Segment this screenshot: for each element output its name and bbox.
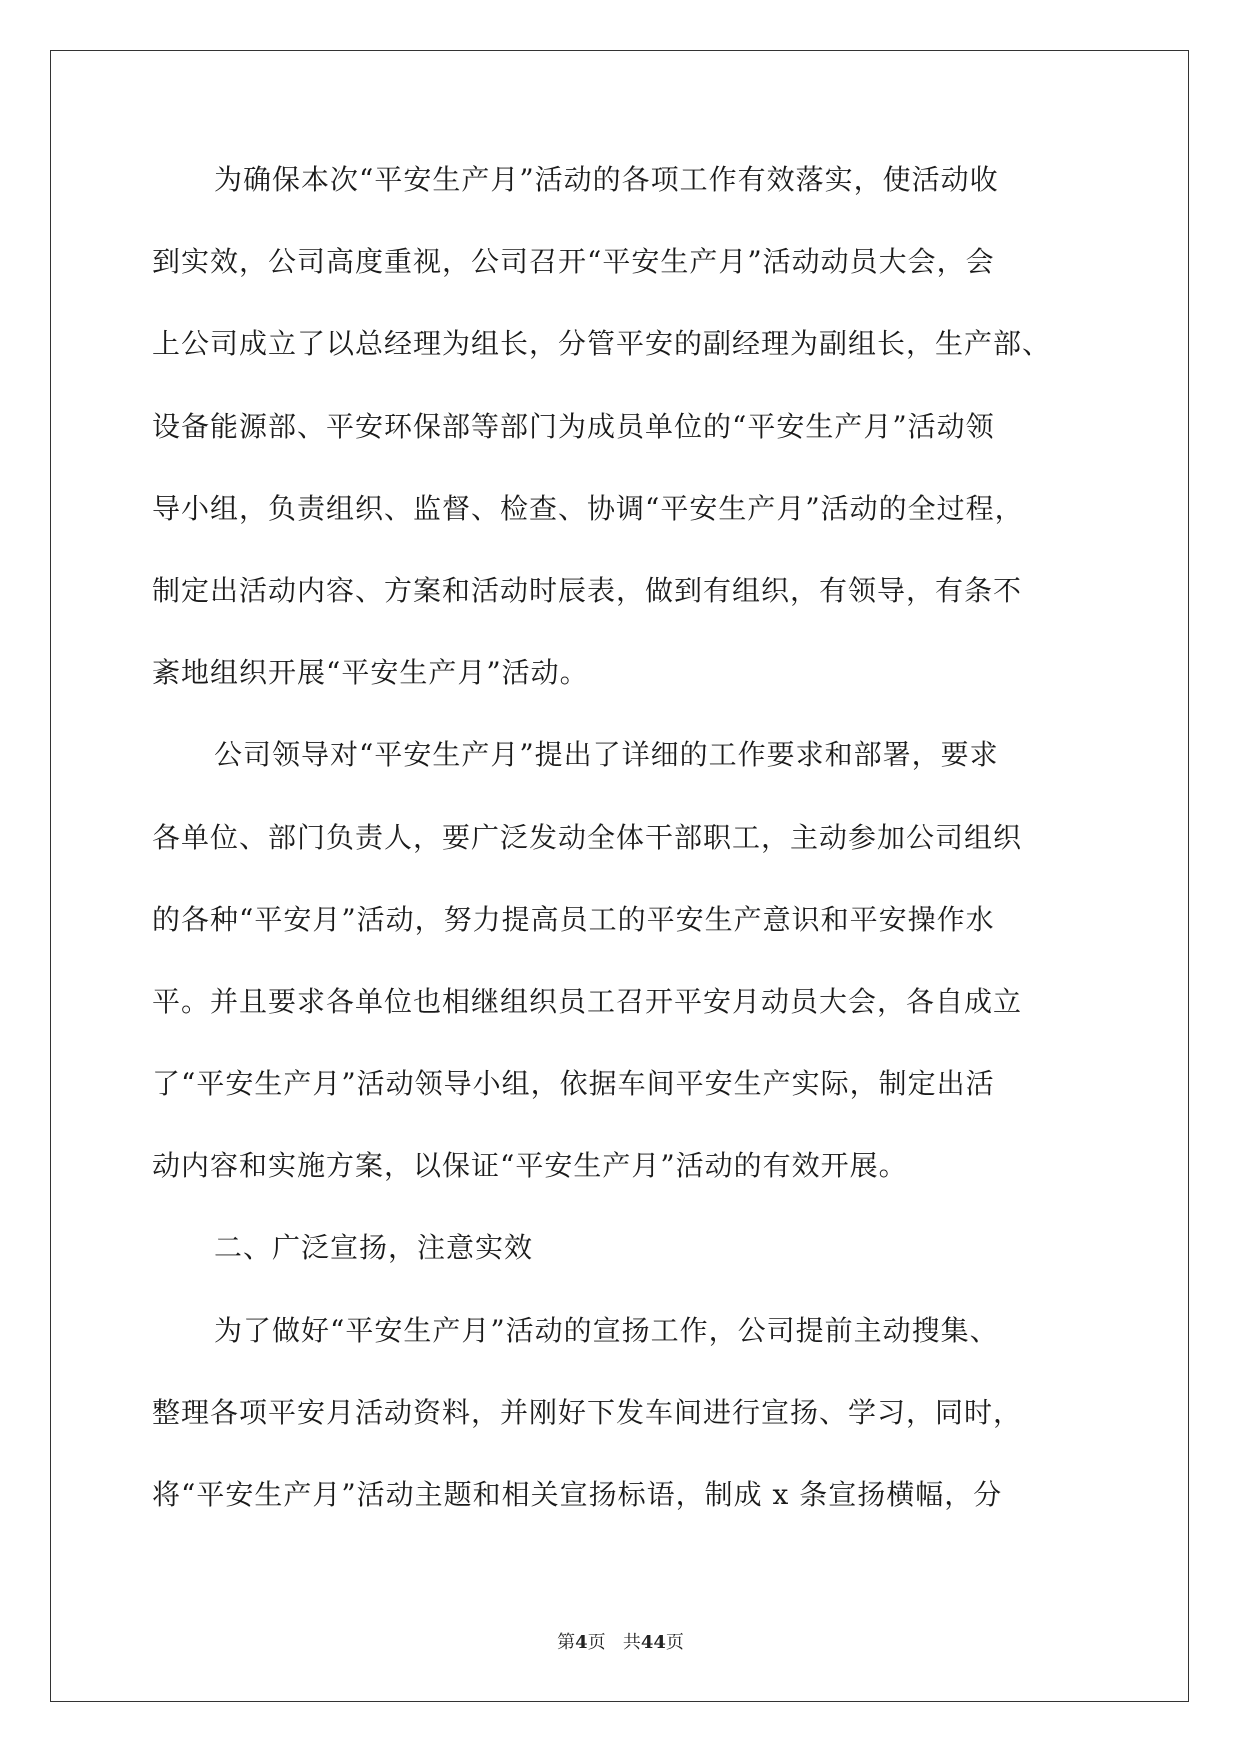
- total-suffix: 页: [665, 1632, 684, 1653]
- page-prefix: 第: [557, 1632, 576, 1653]
- text-line: 制定出活动内容、方案和活动时辰表，做到有组织，有领导，有条不: [152, 573, 1023, 607]
- text-line: 为确保本次“平安生产月”活动的各项工作有效落实，使活动收: [214, 163, 999, 196]
- text-line: 紊地组织开展“平安生产月”活动。: [152, 656, 589, 690]
- page-suffix: 页: [587, 1632, 606, 1653]
- text-line: 导小组，负责组织、监督、检查、协调“平安生产月”活动的全过程，: [152, 491, 1024, 525]
- text-line: 到实效，公司高度重视，公司召开“平安生产月”活动动员大会，会: [152, 245, 995, 279]
- page-footer: [0, 1628, 1241, 1654]
- text-line: 平。并且要求各单位也相继组织员工召开平安月动员大会，各自成立: [152, 984, 1023, 1018]
- text-line: 公司领导对“平安生产月”提出了详细的工作要求和部署，要求: [214, 738, 999, 772]
- text-line: 将“平安生产月”活动主题和相关宣扬标语，制成 x 条宣扬横幅，分: [152, 1478, 1003, 1511]
- text-line: 设备能源部、平安环保部等部门为成员单位的“平安生产月”活动领: [152, 409, 995, 443]
- text-line: 了“平安生产月”活动领导小组，依据车间平安生产实际，制定出活: [152, 1067, 995, 1101]
- text-line: 的各种“平安月”活动，努力提高员工的平安生产意识和平安操作水: [152, 902, 995, 936]
- text-line: 动内容和实施方案，以保证“平安生产月”活动的有效开展。: [152, 1149, 908, 1183]
- page-number: 4: [575, 1632, 588, 1653]
- total-prefix: 共: [622, 1632, 641, 1653]
- document-body: [152, 160, 1092, 1557]
- text-line: 整理各项平安月活动资料，并刚好下发车间进行宣扬、学习，同时，: [152, 1395, 1023, 1429]
- text-line: 各单位、部门负责人，要广泛发动全体干部职工，主动参加公司组织: [152, 820, 1023, 854]
- total-pages: 44: [640, 1632, 666, 1653]
- section-heading: 二、广泛宣扬，注意实效: [214, 1231, 534, 1265]
- text-line: 上公司成立了以总经理为组长，分管平安的副经理为副组长，生产部、: [152, 327, 1052, 361]
- text-line: 为了做好“平安生产月”活动的宣扬工作，公司提前主动搜集、: [214, 1313, 999, 1347]
